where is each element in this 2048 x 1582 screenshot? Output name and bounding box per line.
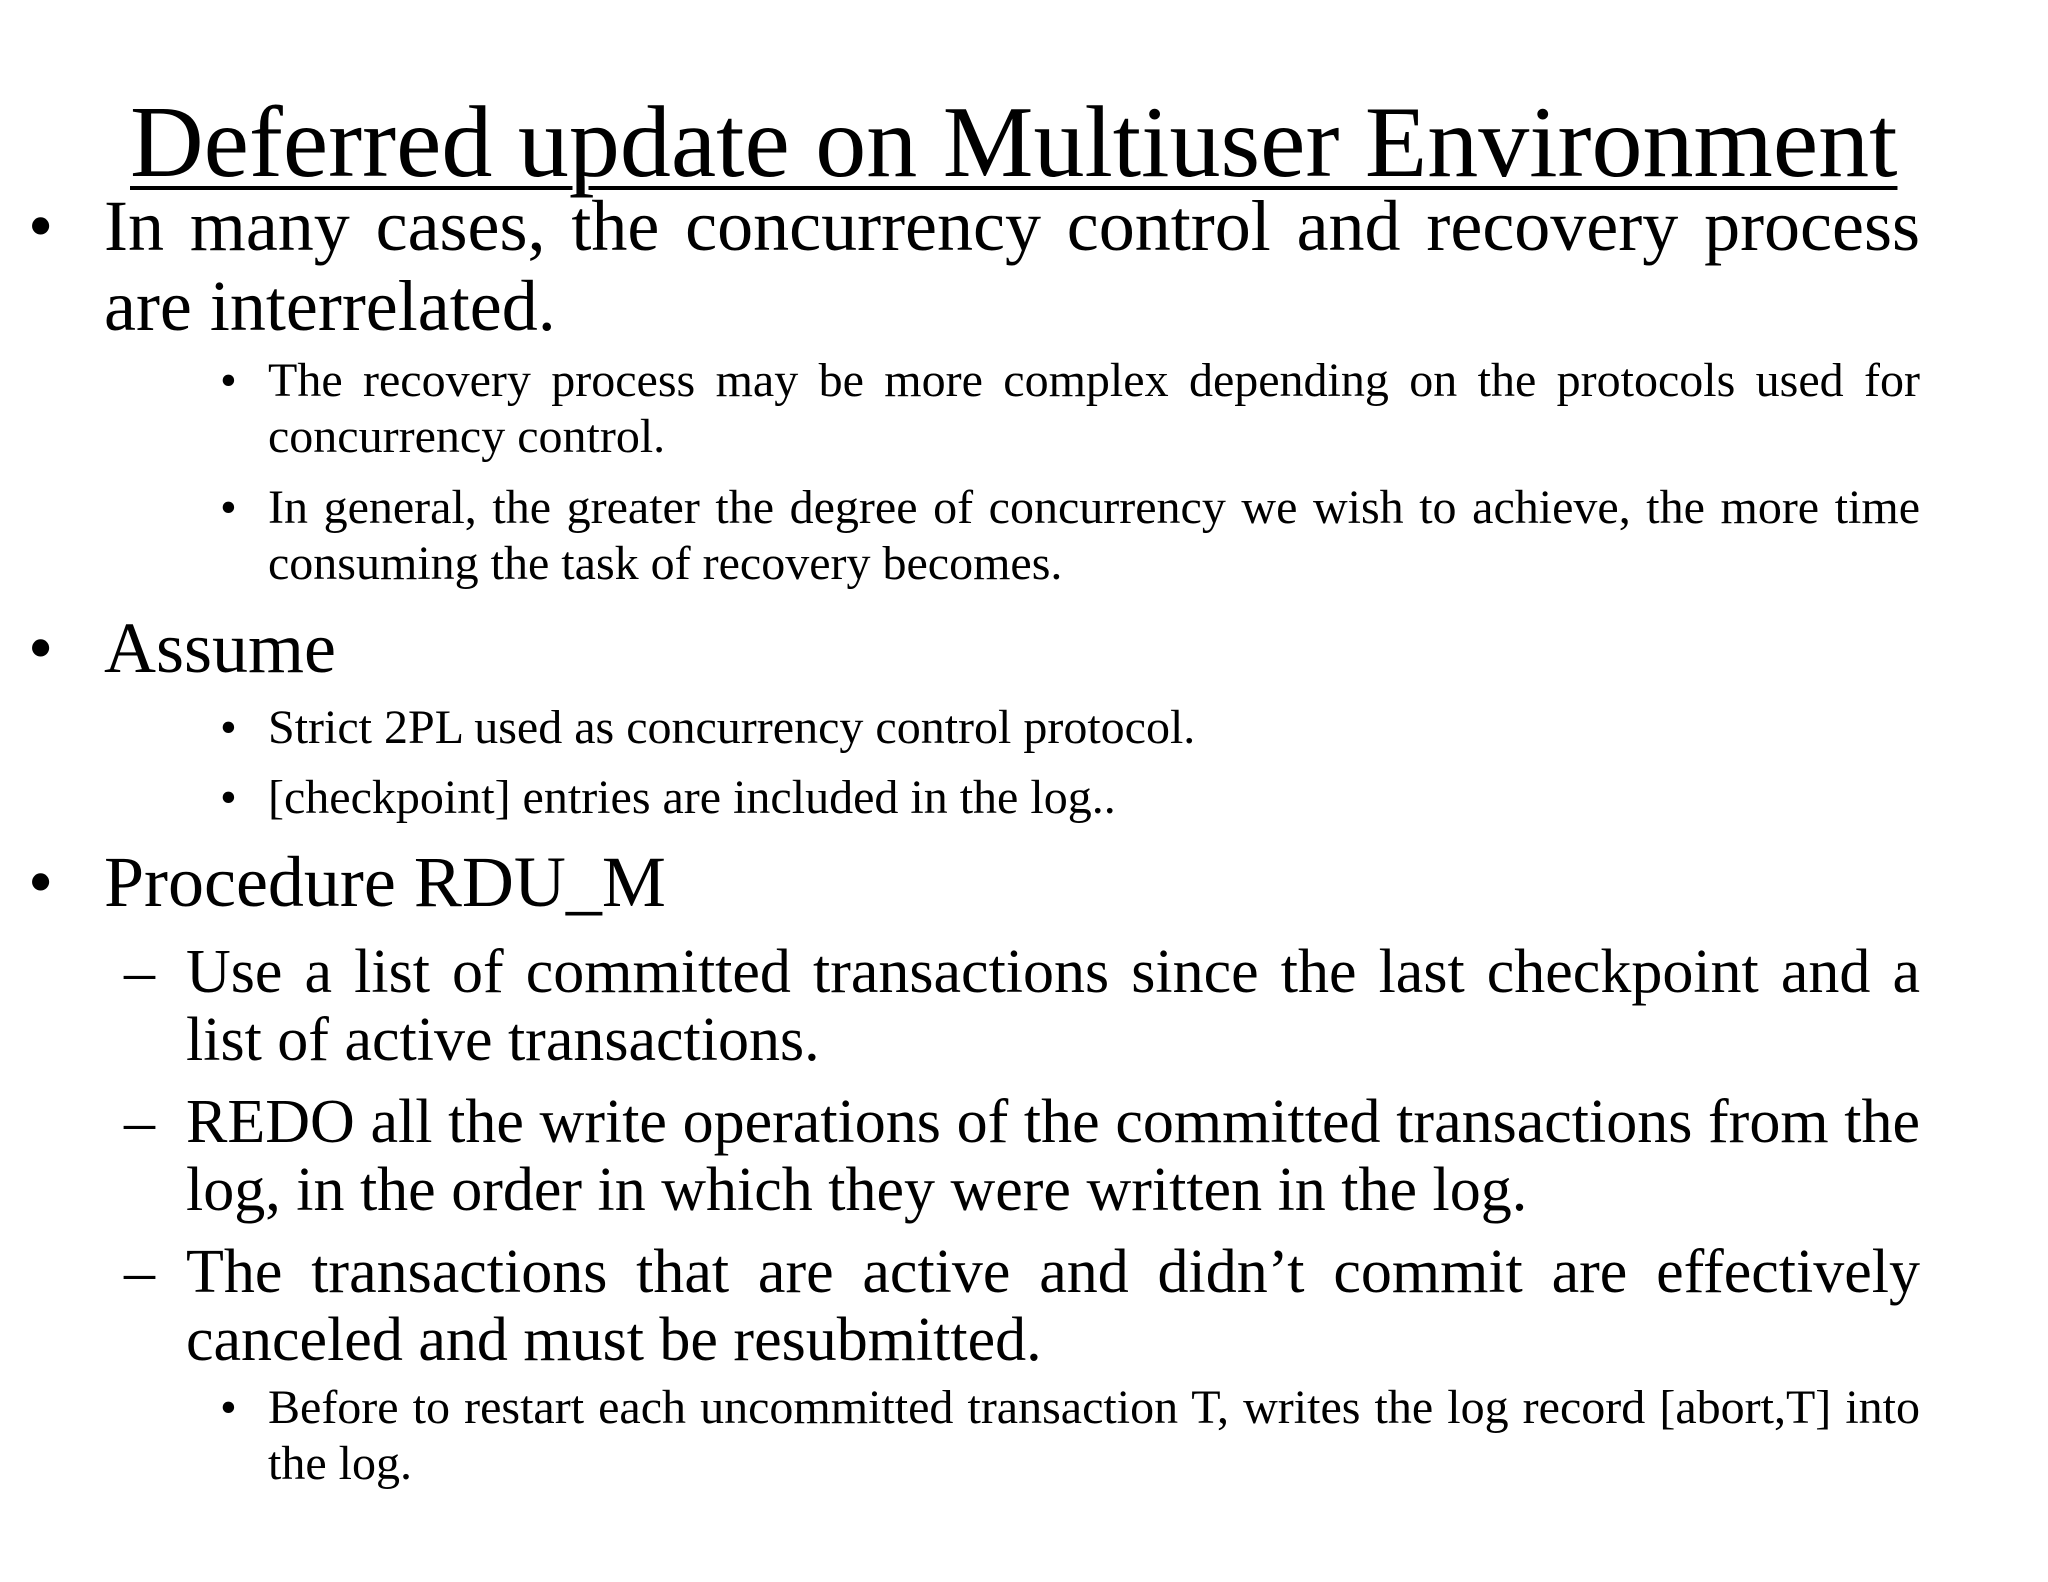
bullet-icon: • [220,354,237,407]
dash-icon: – [124,1088,155,1156]
bullet-text-assume: Assume [104,608,336,688]
sub-bullet-text-degree: In general, the greater the degree of concurrency we wish to achieve, the more time consuming the task of recovery becomes. [268,481,1920,590]
bullet-text-procedure: Procedure RDU_M [104,842,666,922]
sub-bullet-text-checkpoint: [checkpoint] entries are included in the log.. [268,771,1116,824]
bullet-icon: • [220,481,237,534]
bullet-icon: • [28,186,54,266]
bullet-icon: • [28,842,54,922]
dash-item-active-canceled: The transactions that are active and didn’t commit are effectively canceled and must be resubmitted. [186,1238,1920,1374]
dash-item-committed-list: Use a list of committed transactions since the last checkpoint and a list of active transactions. [186,938,1920,1074]
slide-title: Deferred update on Multiuser Environment [130,86,1898,199]
sub-bullet-text-abort-record: Before to restart each uncommitted transaction T, writes the log record [abort,T] into the log. [268,1381,1920,1490]
bullet-icon: • [220,1381,237,1434]
dash-icon: – [124,1238,155,1306]
bullet-text-concurrency-recovery: In many cases, the concurrency control and recovery process are interrelated. [104,186,1920,346]
sub-bullet-text-strict-2pl: Strict 2PL used as concurrency control protocol. [268,701,1196,754]
bullet-icon: • [28,608,54,688]
bullet-icon: • [220,771,237,824]
bullet-icon: • [220,701,237,754]
dash-item-redo: REDO all the write operations of the committed transactions from the log, in the order in which they were written in the log. [186,1088,1920,1224]
dash-icon: – [124,938,155,1006]
sub-bullet-text-protocols: The recovery process may be more complex depending on the protocols used for concurrency control. [268,354,1920,463]
